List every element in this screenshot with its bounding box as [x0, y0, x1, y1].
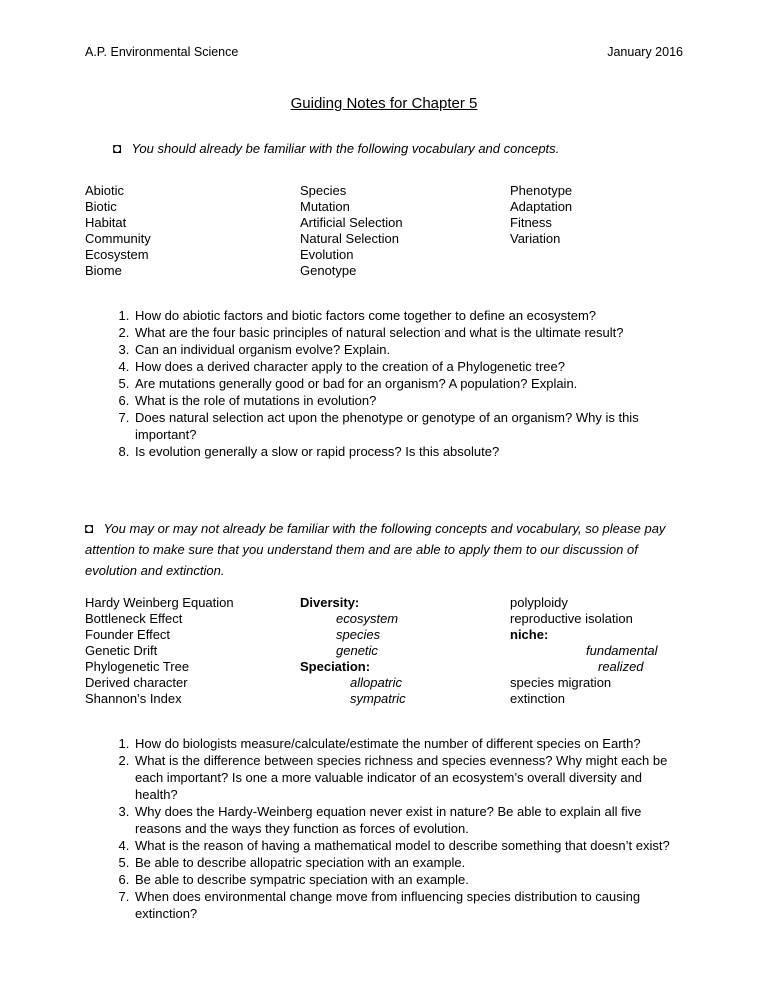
vocab-term: Derived character — [85, 675, 188, 690]
vocab-term: ecosystem — [336, 611, 399, 626]
question-item: 1. How do abiotic factors and biotic factors come together to define an ecosystem? — [133, 307, 683, 324]
vocab-term: Fitness — [510, 215, 552, 230]
vocab-term: Phenotype — [510, 183, 573, 198]
vocab-term: realized — [598, 659, 644, 674]
question-item: 7. When does environmental change move from influencing species distribution to causing extinction? — [133, 888, 683, 922]
section2-question-list — [85, 735, 683, 922]
vocab-term: extinction — [510, 691, 565, 706]
vocab-term: allopatric — [350, 675, 403, 690]
vocab2-column-1 — [85, 595, 300, 707]
vocab-term: Mutation — [300, 199, 350, 214]
question-item: 7. Does natural selection act upon the phenotype or genotype of an organism? Why is this important? — [133, 409, 683, 443]
vocab-term: species migration — [510, 675, 612, 690]
vocab-term: Adaptation — [510, 199, 573, 214]
square-bullet-icon: ◘ — [113, 140, 122, 156]
vocab-term: Phylogenetic Tree — [85, 659, 190, 674]
vocab-term: Diversity: — [300, 595, 360, 610]
vocab-term: Shannon’s Index — [85, 691, 182, 706]
vocab-term: Ecosystem — [85, 247, 149, 262]
question-item: 4. How does a derived character apply to the creation of a Phylogenetic tree? — [133, 358, 683, 375]
vocab2-column-3 — [510, 595, 683, 707]
vocab-term: Habitat — [85, 215, 127, 230]
vocab-term: genetic — [336, 643, 378, 658]
question-item: 5. Be able to describe allopatric speciation with an example. — [133, 854, 683, 871]
vocab-term: reproductive isolation — [510, 611, 633, 626]
vocab-term: Species — [300, 183, 347, 198]
vocab-term: Hardy Weinberg Equation — [85, 595, 234, 610]
vocab-term: polyploidy — [510, 595, 568, 610]
vocab-term: fundamental — [586, 643, 658, 658]
vocab-term: Biome — [85, 263, 122, 278]
page-header — [85, 44, 683, 60]
vocab1-column-1 — [85, 183, 300, 279]
vocab-term: Speciation: — [300, 659, 371, 674]
vocab2-column-2 — [300, 595, 510, 707]
question-item: 6. Be able to describe sympatric speciation with an example. — [133, 871, 683, 888]
question-item: 2. What is the difference between species richness and species evenness? Why might each be each important? Is one a more valuable indicator of an ecosystem’s overall diversity and health? — [133, 752, 683, 803]
vocab-term: Artificial Selection — [300, 215, 403, 230]
question-item: 1. How do biologists measure/calculate/estimate the number of different species on Earth? — [133, 735, 683, 752]
section2-vocab-list — [85, 595, 683, 707]
vocab1-column-3 — [510, 183, 683, 279]
question-item: 8. Is evolution generally a slow or rapid process? Is this absolute? — [133, 443, 683, 460]
vocab1-column-2 — [300, 183, 510, 279]
section2-intro-text: You may or may not already be familiar with the following concepts and vocabulary, so please pay attention to make sure that you understand them and are able to apply them to our discussion of evolution and extinction. — [85, 521, 666, 578]
vocab-term: Genetic Drift — [85, 643, 158, 658]
vocab-term: Evolution — [300, 247, 354, 262]
vocab-term: Founder Effect — [85, 627, 171, 642]
question-item: 6. What is the role of mutations in evolution? — [133, 392, 683, 409]
vocab-term: sympatric — [350, 691, 406, 706]
question-item: 3. Why does the Hardy-Weinberg equation never exist in nature? Be able to explain all five reasons and the ways they function as forces of evolution. — [133, 803, 683, 837]
vocab-term: Community — [85, 231, 151, 246]
vocab-term: Biotic — [85, 199, 117, 214]
page-title: Guiding Notes for Chapter 5 — [290, 95, 478, 112]
vocab-term: Genotype — [300, 263, 357, 278]
section1-intro-text: You should already be familiar with the following vocabulary and concepts. — [131, 141, 560, 156]
question-item: 3. Can an individual organism evolve? Explain. — [133, 341, 683, 358]
vocab-term: niche: — [510, 627, 549, 642]
question-item: 4. What is the reason of having a mathematical model to describe something that doesn’t exist? — [133, 837, 683, 854]
vocab-term: Natural Selection — [300, 231, 399, 246]
question-item: 5. Are mutations generally good or bad for an organism? A population? Explain. — [133, 375, 683, 392]
section1-intro — [113, 138, 683, 159]
section1-vocab-list — [85, 183, 683, 279]
vocab-term: Bottleneck Effect — [85, 611, 183, 626]
section1-question-list — [85, 307, 683, 460]
header-course: A.P. Environmental Science — [85, 45, 239, 59]
vocab-term: Abiotic — [85, 183, 125, 198]
vocab-term: species — [336, 627, 381, 642]
square-bullet-icon: ◘ — [85, 520, 94, 536]
question-item: 2. What are the four basic principles of natural selection and what is the ultimate result? — [133, 324, 683, 341]
vocab-term: Variation — [510, 231, 561, 246]
section2-intro — [85, 518, 683, 581]
header-date: January 2016 — [607, 45, 683, 59]
